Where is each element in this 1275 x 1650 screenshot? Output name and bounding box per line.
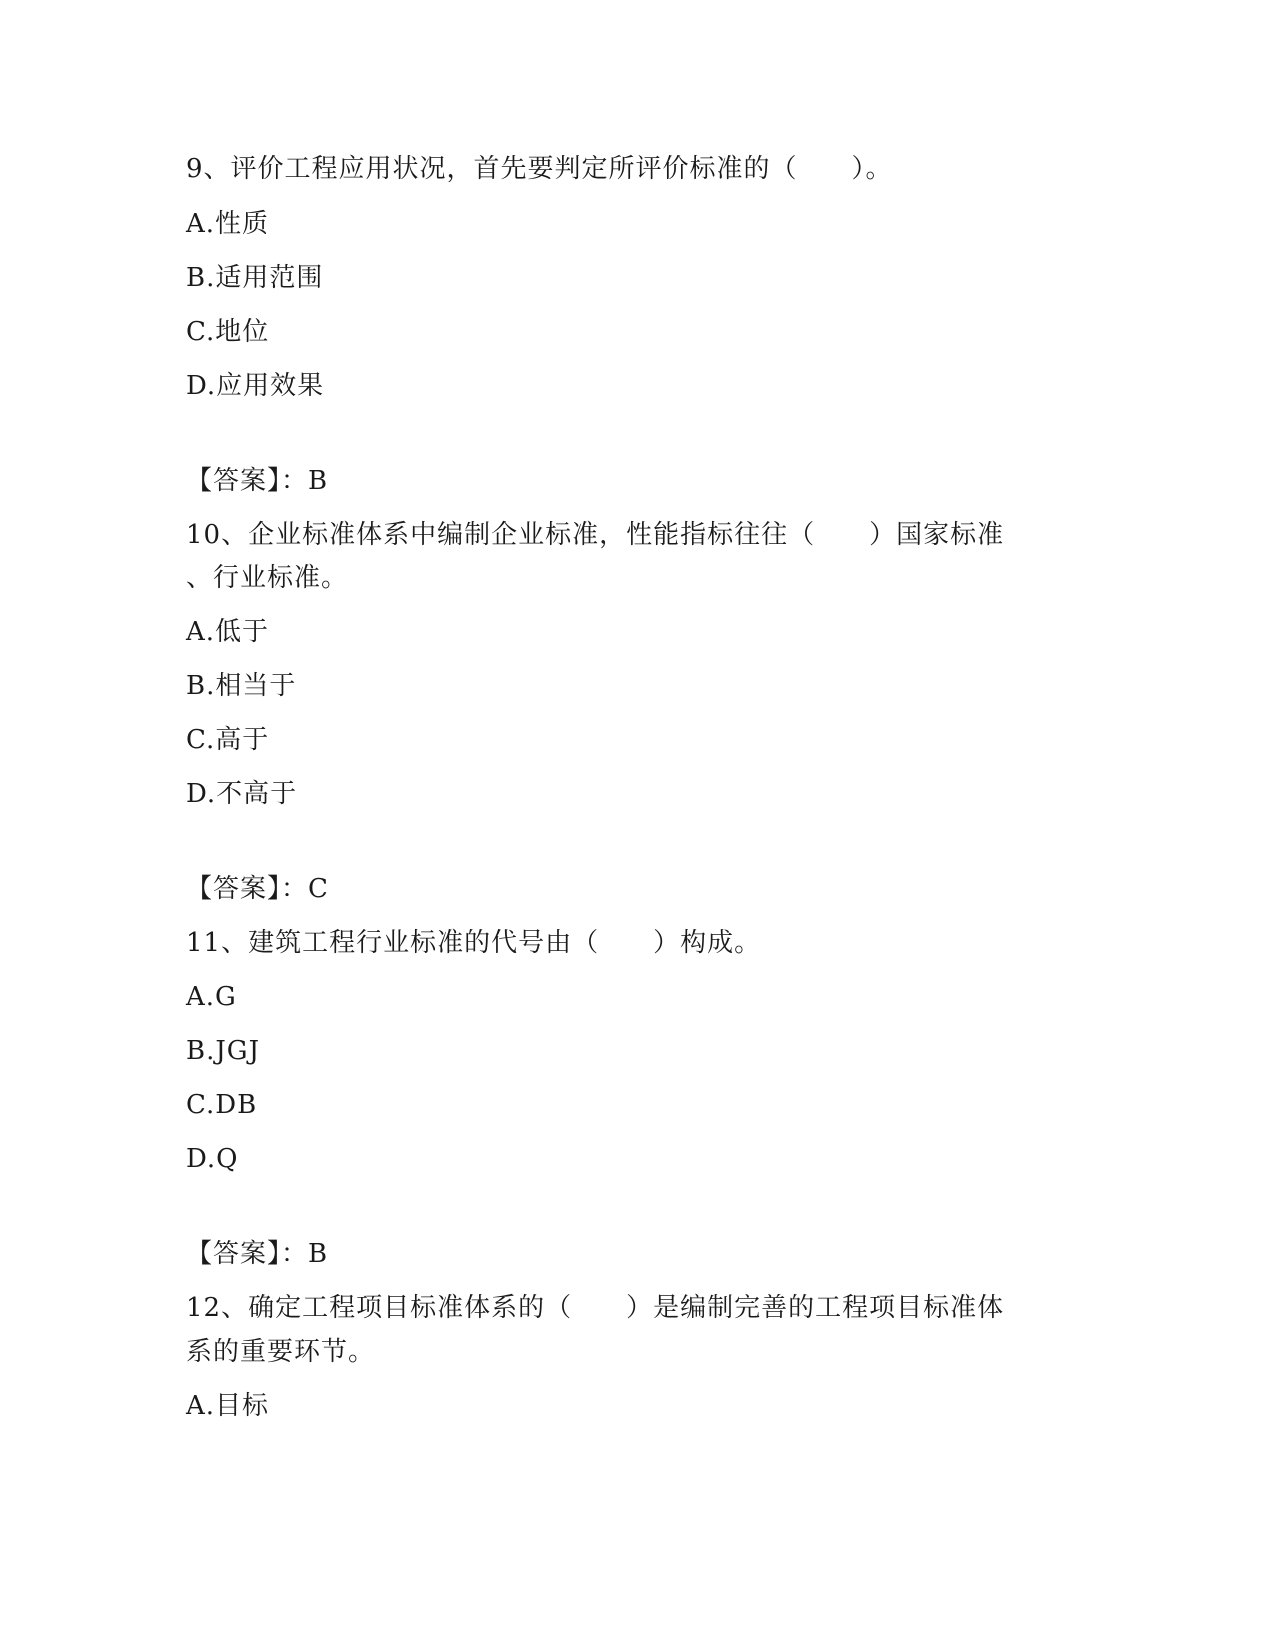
question-10-option-b: B.相当于 [186,671,297,701]
question-9-option-a: A.性质 [186,209,270,239]
question-12-option-a: A.目标 [186,1391,270,1421]
question-10-stem-line-1: 10、企业标准体系中编制企业标准，性能指标往往（ ）国家标准 [186,520,1005,550]
question-11-answer: 【答案】：B [186,1239,329,1269]
question-9-option-b: B.适用范围 [186,263,324,293]
question-10-stem-line-2: 、行业标准。 [186,563,349,593]
question-10-answer: 【答案】：C [186,874,329,904]
question-10-option-c: C.高于 [186,725,270,755]
question-11-option-d: D.Q [186,1144,239,1174]
question-9-stem: 9、评价工程应用状况，首先要判定所评价标准的（ ）。 [186,154,893,184]
question-11-option-c: C.DB [186,1090,258,1120]
question-9-option-c: C.地位 [186,317,270,347]
question-10-option-d: D.不高于 [186,779,298,809]
question-12-stem-line-1: 12、确定工程项目标准体系的（ ）是编制完善的工程项目标准体 [186,1293,1005,1323]
question-9-option-d: D.应用效果 [186,371,325,401]
question-11-stem: 11、建筑工程行业标准的代号由（ ）构成。 [186,928,762,958]
question-10-option-a: A.低于 [186,617,270,647]
question-9-answer: 【答案】：B [186,466,329,496]
question-12-stem-line-2: 系的重要环节。 [186,1337,376,1367]
question-11-option-b: B.JGJ [186,1036,260,1066]
question-11-option-a: A.G [186,982,237,1012]
